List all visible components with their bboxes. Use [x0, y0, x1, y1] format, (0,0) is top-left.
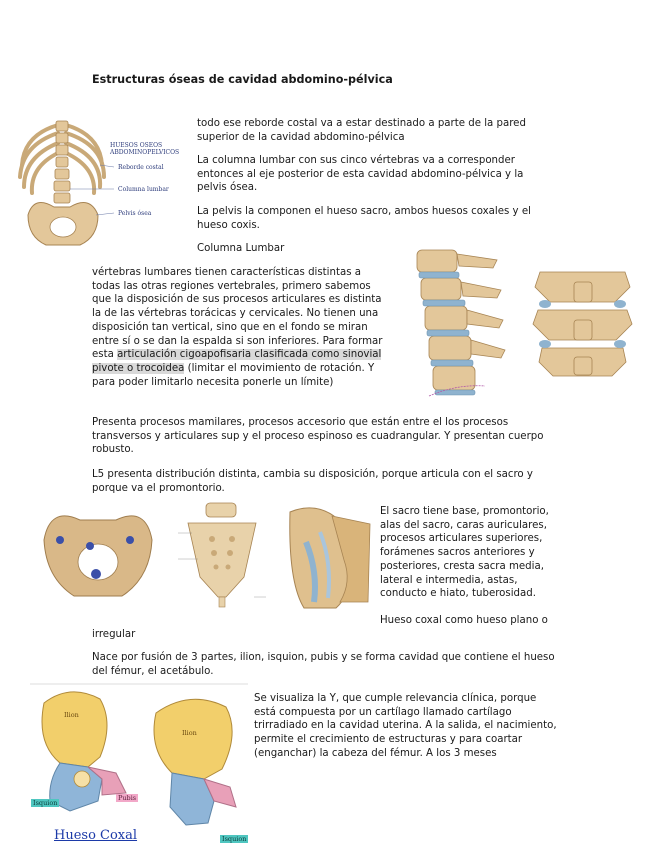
pelvis-figure [38, 500, 158, 606]
hueso-coxal-figure [30, 683, 248, 845]
paragraph-cartilago-trirradiado: Se visualiza la Y, que cumple relevancia clínica, porque está compuesta por un cartílago llamado cartílago trirradiado en la cavidad uterina. A la salida, el nacimiento, permite el crecimiento de estructuras y para coartar (enganchar) la cabeza del fémur. A los 3 meses [254, 693, 557, 759]
figure-caption-hueso-coxal: Hueso Coxal [54, 828, 138, 843]
tag-pubis: Pubis [118, 794, 137, 802]
section-heading-columna-lumbar: Columna Lumbar [197, 243, 285, 254]
tag-ilion-left: Ilion [64, 711, 79, 719]
figure-heading: ABDOMINOPELVICOS [110, 149, 180, 156]
lumbar-text-after: (limitar el movimiento de rotación. Y para poder limitarlo necesita ponerle un límite) [92, 362, 375, 388]
paragraph-reborde: todo ese reborde costal va a estar destinado a parte de la pared superior de la cavidad abdomino-pélvica [197, 118, 526, 143]
highlighted-text: articulación cigoapofisaria clasificada como sinovial pivote o trocoidea [92, 349, 382, 374]
label-pelvis-osea: Pelvis ósea [118, 210, 152, 217]
paragraph-sacro: El sacro tiene base, promontorio, alas del sacro, caras auriculares, procesos articulares superiores, forámenes sacros anteriores y posteriores, cresta sacra media, lateral e intermedia, astas, conducto e hiato, tuberosidad. [380, 506, 549, 600]
paragraph-mamilares: Presenta procesos mamilares, procesos accesorio que están entre el los procesos transversos y articulares sup y el proceso espinoso es cuadrangular. Y presentan cuerpo robusto. [92, 417, 544, 456]
lumbar-spine-lateral-figure [407, 246, 513, 406]
skeleton-illustration [14, 115, 194, 250]
tag-ilion-right: Ilion [182, 729, 197, 737]
paragraph-fusion: Nace por fusión de 3 partes, ilion, isquion, pubis y se forma cavidad que contiene el hueso del fémur, el acetábulo. [92, 652, 555, 677]
figure-heading: HUESOS OSEOS [110, 142, 163, 149]
sacroiliac-section-figure [284, 502, 374, 612]
paragraph-coxal-line2: irregular [92, 629, 136, 640]
paragraph-columna: La columna lumbar con sus cinco vértebras va a corresponder entonces al eje posterior de esta cavidad abdomino-pélvica y la pelvis ósea. [197, 155, 524, 194]
paragraph-l5: L5 presenta distribución distinta, cambia su disposición, porque articula con el sacro y porque va el promontorio. [92, 469, 533, 494]
paragraph-pelvis: La pelvis la componen el hueso sacro, ambos huesos coxales y el hueso coxis. [197, 206, 531, 231]
page-title: Estructuras óseas de cavidad abdomino-pélvica [92, 73, 393, 86]
abdominopelvic-bones-figure [14, 115, 194, 250]
tag-isquion-left: Isquion [33, 799, 58, 807]
paragraph-vertebras-lumbares [92, 266, 392, 389]
label-reborde-costal: Reborde costal [118, 164, 164, 171]
label-columna-lumbar: Columna lumbar [118, 186, 169, 193]
lumbar-vertebrae-posterior-figure [520, 262, 645, 380]
sacrum-figure [178, 497, 268, 612]
tag-isquion-right: Isquion [222, 835, 247, 843]
lumbar-text: vértebras lumbares tienen características distintas a todas las otras regiones vertebrales, primero sabemos que la disposición de sus procesos articulares es distinta la de las vértebras torácicas y cervicales. No tienen una disposición tan vertical, sino que en el fondo se miran entre sí o se dan la espalda si son inferiores. Para formar esta [92, 267, 383, 361]
paragraph-coxal-line1: Hueso coxal como hueso plano o [380, 615, 548, 626]
